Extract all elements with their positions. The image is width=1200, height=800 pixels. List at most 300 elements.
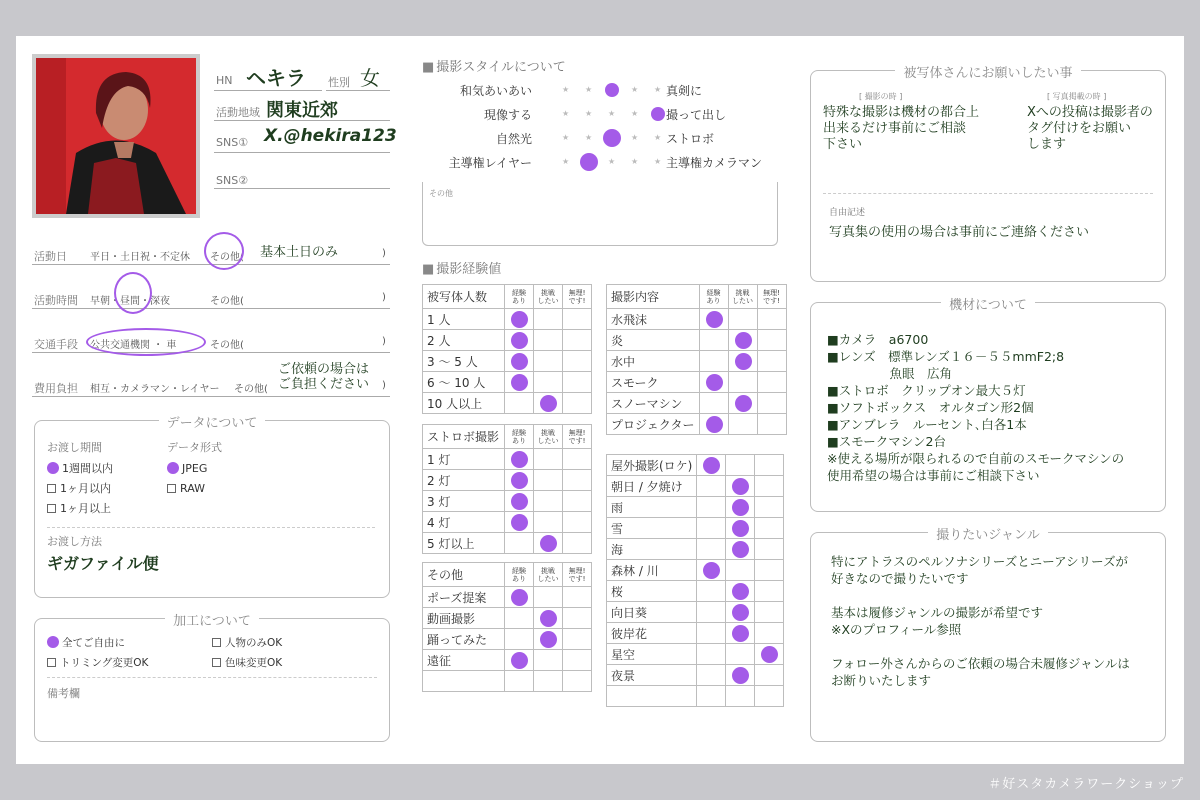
check-cell[interactable]: [697, 539, 726, 560]
sns2-underline: [214, 188, 390, 189]
check-cell[interactable]: [755, 623, 784, 644]
style-section-title: ■ 撮影スタイルについて: [422, 56, 566, 75]
edit-option-label: 人物のみOK: [225, 637, 283, 649]
check-cell[interactable]: [726, 602, 755, 623]
check-cell[interactable]: [726, 623, 755, 644]
check-cell[interactable]: [505, 491, 534, 512]
check-cell[interactable]: [757, 372, 786, 393]
check-cell[interactable]: [534, 351, 563, 372]
edit-option-label: 全てご自由に: [62, 637, 125, 649]
table-header-row: [607, 285, 787, 309]
check-cell[interactable]: [728, 372, 757, 393]
checked-dot: [732, 667, 749, 684]
style-selected-dot: [580, 153, 598, 171]
checked-dot: [511, 493, 528, 510]
check-cell[interactable]: [505, 512, 534, 533]
cost-label: 費用負担: [34, 382, 78, 395]
table-row: [423, 393, 592, 414]
check-cell[interactable]: [697, 602, 726, 623]
selected-mark-icon: [47, 462, 59, 474]
genre-lines: 特にアトラスのペルソナシリーズとニーアシリーズが 好きなので撮りたいです 基本は履修ジャンルの撮影が希望です ※Xのプロフィール参照 フォロー外さんからのご依頼の場合未履修ジャンルは お断りいたします: [831, 554, 1130, 688]
check-cell[interactable]: [534, 512, 563, 533]
check-cell[interactable]: [563, 650, 592, 671]
checked-dot: [511, 332, 528, 349]
check-cell[interactable]: [726, 455, 755, 476]
edit-section-title: 加工について: [165, 614, 259, 629]
table-header-label: その他: [423, 563, 505, 587]
check-cell[interactable]: [757, 330, 786, 351]
check-cell[interactable]: [726, 644, 755, 665]
equipment-section-title: 機材について: [941, 298, 1035, 313]
edit-option[interactable]: [47, 633, 212, 653]
check-cell[interactable]: [505, 393, 534, 414]
style-right-label: 撮って出し: [666, 108, 727, 122]
check-cell[interactable]: [757, 393, 786, 414]
checkbox-icon: [47, 658, 56, 667]
table-header-row: [607, 455, 784, 476]
equipment-lines: ■カメラ a6700 ■レンズ 標準レンズ１６－５５mmF2;8 魚眼 広角 ■ストロボ クリップオン最大５灯 ■ソフトボックス オルタゴン形2個 ■アンブレラ ルーセント､白各1本 ■スモークマシン2台 ※使える場所が限られるので自前のスモークマシンの 使用希望の場合は事前にご相談下さい: [827, 332, 1125, 483]
checked-dot: [511, 374, 528, 391]
row-label: 動画撮影: [423, 608, 505, 629]
request-section: [810, 66, 1166, 282]
column-header: 経験 あり: [505, 285, 534, 309]
row-label: 森林 / 川: [607, 560, 697, 581]
experience-table-other: [422, 562, 592, 692]
check-cell[interactable]: [505, 449, 534, 470]
check-cell[interactable]: [505, 671, 534, 692]
checked-dot: [540, 395, 557, 412]
scale-star-icon: ★: [654, 157, 662, 166]
row-label: スモーク: [607, 372, 700, 393]
row-label: 3 〜 5 人: [423, 351, 505, 372]
activity-day-label: 活動日: [34, 250, 67, 263]
checked-dot: [706, 416, 723, 433]
table-row: [607, 497, 784, 518]
check-cell[interactable]: [563, 608, 592, 629]
activity-day-value: 基本土日のみ: [260, 245, 339, 260]
hn-label: HN: [216, 74, 233, 87]
table-header-label: 被写体人数: [423, 285, 505, 309]
edit-section: [34, 614, 390, 742]
checkbox-icon: [167, 484, 176, 493]
check-cell[interactable]: [757, 414, 786, 435]
checkbox-icon: [47, 484, 56, 493]
cosplayer-portrait-image: [36, 58, 196, 214]
check-cell[interactable]: [505, 533, 534, 554]
checked-dot: [706, 374, 723, 391]
experience-table-outdoor: [606, 454, 784, 707]
check-cell[interactable]: [755, 455, 784, 476]
scale-star-icon: ★: [631, 133, 639, 142]
area-value: 関東近郊: [266, 100, 338, 121]
style-right-label: ストロボ: [666, 132, 715, 146]
scale-star-icon: ★: [608, 109, 616, 118]
check-cell[interactable]: [697, 476, 726, 497]
check-cell[interactable]: [697, 665, 726, 686]
check-cell[interactable]: [726, 497, 755, 518]
check-cell[interactable]: [697, 560, 726, 581]
sns2-label: SNS②: [216, 174, 249, 187]
activity-time-options: 早朝・昼間・深夜: [90, 296, 170, 307]
transport-options: 公共交通機関 ・ 車: [90, 340, 177, 351]
checkbox-icon: [212, 638, 221, 647]
table-row: [607, 330, 787, 351]
scale-star-icon: ★: [654, 85, 662, 94]
check-cell[interactable]: [534, 470, 563, 491]
column-header: 無理! です!: [563, 285, 592, 309]
edit-option[interactable]: [47, 653, 212, 673]
check-cell[interactable]: [563, 470, 592, 491]
check-cell[interactable]: [563, 351, 592, 372]
table-row: [607, 414, 787, 435]
data-section-title: データについて: [159, 416, 266, 431]
selection-circle: [114, 272, 152, 314]
cost-other: その他(: [234, 384, 268, 395]
check-cell[interactable]: [534, 491, 563, 512]
check-cell[interactable]: [755, 518, 784, 539]
column-header: 無理! です!: [563, 563, 592, 587]
check-cell[interactable]: [697, 623, 726, 644]
check-cell[interactable]: [726, 560, 755, 581]
sns1-label: SNS①: [216, 136, 249, 149]
table-header-row: [423, 563, 592, 587]
row-label: 彼岸花: [607, 623, 697, 644]
period-option[interactable]: [47, 459, 113, 479]
check-cell[interactable]: [505, 608, 534, 629]
check-cell[interactable]: [755, 539, 784, 560]
checked-dot: [511, 311, 528, 328]
check-cell[interactable]: [699, 351, 728, 372]
check-cell[interactable]: [505, 330, 534, 351]
row-label: 雨: [607, 497, 697, 518]
period-option[interactable]: [47, 479, 113, 499]
table-row: [607, 476, 784, 497]
selected-mark-icon: [47, 636, 59, 648]
hn-underline: [214, 90, 322, 91]
transport-close: ): [382, 336, 386, 347]
period-option[interactable]: [47, 499, 113, 519]
area-label: 活動地域: [216, 106, 260, 119]
check-cell[interactable]: [728, 393, 757, 414]
row-label: 朝日 / 夕焼け: [607, 476, 697, 497]
column-header: 挑戦 したい: [534, 285, 563, 309]
checked-dot: [511, 652, 528, 669]
edit-option[interactable]: [212, 633, 377, 653]
checked-dot: [732, 478, 749, 495]
table-row: [607, 581, 784, 602]
profile-photo: [32, 54, 200, 218]
checked-dot: [732, 583, 749, 600]
row-label: 1 灯: [423, 449, 505, 470]
checked-dot: [511, 451, 528, 468]
column-header: 経験 あり: [699, 285, 728, 309]
style-left-label: 現像する: [483, 108, 532, 122]
table-row: [423, 512, 592, 533]
transport-label: 交通手段: [34, 338, 78, 351]
table-row: [607, 539, 784, 560]
experience-section-title: ■ 撮影経験値: [422, 258, 501, 277]
check-cell[interactable]: [699, 372, 728, 393]
activity-time-underline: [32, 308, 390, 309]
check-cell[interactable]: [563, 533, 592, 554]
table-header-row: [423, 425, 592, 449]
check-cell[interactable]: [505, 309, 534, 330]
check-cell[interactable]: [534, 671, 563, 692]
scale-star-icon: ★: [654, 133, 662, 142]
check-cell[interactable]: [697, 581, 726, 602]
column-header: 挑戦 したい: [534, 425, 563, 449]
check-cell[interactable]: [728, 309, 757, 330]
table-row: [423, 330, 592, 351]
checked-dot: [511, 472, 528, 489]
check-cell[interactable]: [699, 393, 728, 414]
row-label: 遠征: [423, 650, 505, 671]
scale-star-icon: ★: [631, 85, 639, 94]
check-cell[interactable]: [697, 497, 726, 518]
check-cell[interactable]: [697, 686, 726, 707]
selection-circle: [86, 328, 206, 356]
checked-dot: [732, 604, 749, 621]
row-label: ポーズ提案: [423, 587, 505, 608]
check-cell[interactable]: [726, 686, 755, 707]
check-cell[interactable]: [726, 665, 755, 686]
table-row: [607, 309, 787, 330]
check-cell[interactable]: [755, 581, 784, 602]
check-cell[interactable]: [726, 476, 755, 497]
check-cell[interactable]: [697, 455, 726, 476]
column-header: 挑戦 したい: [728, 285, 757, 309]
row-label: 水飛沫: [607, 309, 700, 330]
style-left-label: 主導権レイヤー: [448, 156, 532, 170]
checked-dot: [732, 520, 749, 537]
row-label: スノーマシン: [607, 393, 700, 414]
check-cell[interactable]: [534, 608, 563, 629]
table-header-label: 屋外撮影(ロケ): [607, 455, 697, 476]
checked-dot: [540, 631, 557, 648]
row-label: 水中: [607, 351, 700, 372]
table-row: [423, 351, 592, 372]
table-header-label: 撮影内容: [607, 285, 700, 309]
check-cell[interactable]: [563, 491, 592, 512]
gender-value: 女: [360, 66, 380, 90]
check-cell[interactable]: [755, 644, 784, 665]
activity-day-options: 平日・土日祝・不定休: [90, 252, 190, 263]
table-row: [423, 650, 592, 671]
check-cell[interactable]: [534, 393, 563, 414]
style-other-label: その他: [429, 189, 453, 198]
table-row: [607, 393, 787, 414]
check-cell[interactable]: [563, 629, 592, 650]
format-label: データ形式: [167, 441, 222, 454]
check-cell[interactable]: [728, 351, 757, 372]
check-cell[interactable]: [755, 476, 784, 497]
check-cell[interactable]: [755, 602, 784, 623]
format-option[interactable]: [167, 459, 207, 479]
check-cell[interactable]: [728, 330, 757, 351]
period-option-label: 1ヶ月以内: [60, 482, 111, 495]
style-selected-dot: [605, 83, 619, 97]
activity-time-close: ): [382, 292, 386, 303]
period-label: お渡し期間: [47, 441, 102, 454]
check-cell[interactable]: [563, 449, 592, 470]
cost-underline: [32, 396, 390, 397]
check-cell[interactable]: [757, 309, 786, 330]
table-row: [607, 665, 784, 686]
table-row: [607, 518, 784, 539]
check-cell[interactable]: [534, 533, 563, 554]
check-cell[interactable]: [563, 309, 592, 330]
row-label: 4 灯: [423, 512, 505, 533]
check-cell[interactable]: [534, 372, 563, 393]
checked-dot: [735, 332, 752, 349]
check-cell[interactable]: [505, 629, 534, 650]
check-cell[interactable]: [697, 644, 726, 665]
format-option[interactable]: [167, 479, 207, 499]
check-cell[interactable]: [534, 587, 563, 608]
edit-option-label: トリミング変更OK: [60, 657, 149, 669]
row-label: 桜: [607, 581, 697, 602]
check-cell[interactable]: [563, 671, 592, 692]
checked-dot: [732, 541, 749, 558]
check-cell[interactable]: [755, 686, 784, 707]
table-row: [423, 372, 592, 393]
row-label: 1 人: [423, 309, 505, 330]
check-cell[interactable]: [505, 372, 534, 393]
scale-star-icon: ★: [562, 157, 570, 166]
table-row: [423, 587, 592, 608]
check-cell[interactable]: [697, 518, 726, 539]
period-option-label: 1ヶ月以上: [60, 502, 111, 515]
table-header-row: [423, 285, 592, 309]
post-value: Xへの投稿は撮影者の タグ付けをお願い します: [1027, 105, 1153, 152]
notes-label: 備考欄: [47, 687, 80, 700]
row-label: 5 灯以上: [423, 533, 505, 554]
selection-circle: [204, 232, 244, 270]
transport-other: その他(: [210, 340, 244, 351]
check-cell[interactable]: [534, 449, 563, 470]
table-row: [423, 533, 592, 554]
sns1-value: X.@hekira123: [264, 126, 397, 146]
table-row: [607, 686, 784, 707]
checked-dot: [735, 353, 752, 370]
post-label: [ 写真掲載の時 ]: [1047, 92, 1107, 101]
check-cell[interactable]: [505, 587, 534, 608]
method-label: お渡し方法: [47, 535, 102, 548]
check-cell[interactable]: [563, 587, 592, 608]
check-cell[interactable]: [755, 560, 784, 581]
request-section-title: 被写体さんにお願いしたい事: [895, 66, 1080, 81]
checked-dot: [511, 589, 528, 606]
row-label: プロジェクター: [607, 414, 700, 435]
column-header: 無理! です!: [563, 425, 592, 449]
checked-dot: [732, 499, 749, 516]
style-right-label: 真剣に: [666, 84, 703, 98]
scale-star-icon: ★: [631, 157, 639, 166]
free-label: 自由記述: [829, 208, 866, 218]
shoot-label: [ 撮影の時 ]: [859, 92, 903, 101]
check-cell[interactable]: [563, 372, 592, 393]
checked-dot: [732, 625, 749, 642]
style-right-label: 主導権カメラマン: [666, 156, 763, 170]
table-row: [607, 623, 784, 644]
footer-hashtag: ＃好スタカメラワークショップ: [988, 777, 1184, 792]
table-row: [423, 629, 592, 650]
row-label: 向日葵: [607, 602, 697, 623]
check-cell[interactable]: [755, 665, 784, 686]
check-cell[interactable]: [563, 393, 592, 414]
column-header: 挑戦 したい: [534, 563, 563, 587]
gender-underline: [326, 90, 390, 91]
scale-star-icon: ★: [562, 133, 570, 142]
check-cell[interactable]: [726, 539, 755, 560]
format-option-label: JPEG: [182, 462, 208, 475]
scale-star-icon: ★: [562, 109, 570, 118]
row-label: [607, 686, 697, 707]
style-selected-dot: [651, 107, 665, 121]
table-header-label: ストロボ撮影: [423, 425, 505, 449]
activity-time-other: その他(: [210, 296, 244, 307]
checked-dot: [511, 514, 528, 531]
check-cell[interactable]: [726, 518, 755, 539]
check-cell[interactable]: [505, 470, 534, 491]
table-row: [423, 491, 592, 512]
row-label: 夜景: [607, 665, 697, 686]
gender-label: 性別: [328, 76, 350, 89]
transport-underline: [32, 352, 390, 353]
checked-dot: [706, 311, 723, 328]
check-cell[interactable]: [699, 414, 728, 435]
scale-star-icon: ★: [631, 109, 639, 118]
check-cell[interactable]: [534, 330, 563, 351]
cost-options: 相互・カメラマン・レイヤー: [90, 384, 220, 395]
row-label: 雪: [607, 518, 697, 539]
table-row: [607, 560, 784, 581]
checked-dot: [540, 610, 557, 627]
check-cell[interactable]: [757, 351, 786, 372]
scale-star-icon: ★: [585, 109, 593, 118]
style-other-box: [422, 182, 778, 246]
activity-day-close: ): [382, 248, 386, 259]
activity-day-other: その他(: [210, 252, 244, 263]
divider: [47, 677, 377, 678]
edit-options: [47, 633, 377, 673]
divider: [823, 193, 1153, 194]
check-cell[interactable]: [534, 650, 563, 671]
row-label: 踊ってみた: [423, 629, 505, 650]
check-cell[interactable]: [505, 650, 534, 671]
check-cell[interactable]: [534, 629, 563, 650]
checked-dot: [703, 457, 720, 474]
genre-section-title: 撮りたいジャンル: [928, 528, 1047, 543]
row-label: 星空: [607, 644, 697, 665]
check-cell[interactable]: [505, 351, 534, 372]
edit-option[interactable]: [212, 653, 377, 673]
experience-table-content: [606, 284, 787, 435]
table-row: [607, 602, 784, 623]
period-option-label: 1週間以内: [62, 462, 113, 475]
shoot-value: 特殊な撮影は機材の都合上 出来るだけ事前にご相談 下さい: [823, 105, 980, 152]
check-cell[interactable]: [728, 414, 757, 435]
row-label: 3 灯: [423, 491, 505, 512]
check-cell[interactable]: [726, 581, 755, 602]
check-cell[interactable]: [563, 512, 592, 533]
check-cell[interactable]: [534, 309, 563, 330]
check-cell[interactable]: [699, 309, 728, 330]
check-cell[interactable]: [755, 497, 784, 518]
check-cell[interactable]: [563, 330, 592, 351]
check-cell[interactable]: [699, 330, 728, 351]
table-row: [423, 449, 592, 470]
